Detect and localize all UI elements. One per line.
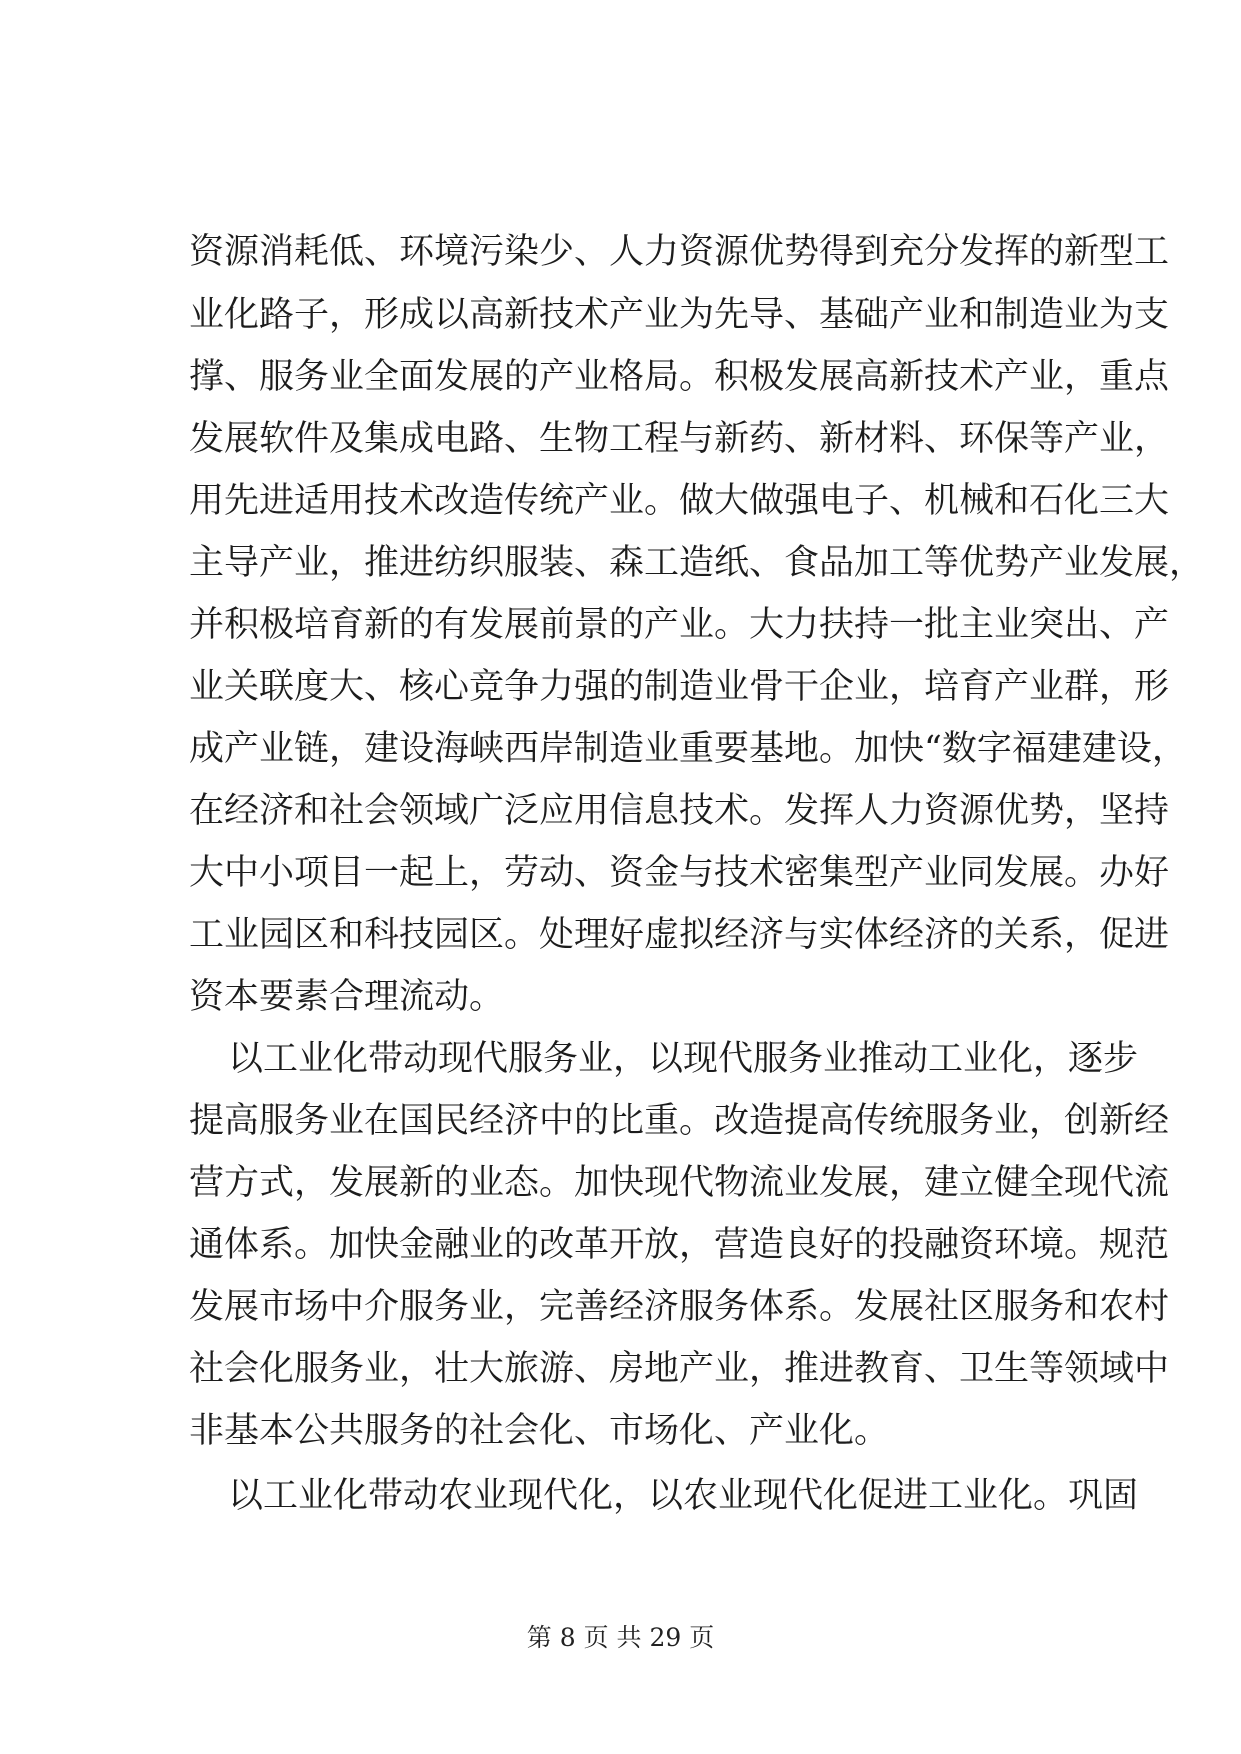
text-line: 工业园区和科技园区。处理好虚拟经济与实体经济的关系，促进 [189,915,1170,955]
text-line: 社会化服务业，壮大旅游、房地产业，推进教育、卫生等领域中 [189,1349,1170,1389]
text-line: 业化路子，形成以高新技术产业为先导、基础产业和制造业为支 [189,295,1170,335]
text-line: 发展市场中介服务业，完善经济服务体系。发展社区服务和农村 [189,1287,1170,1327]
text-line: 并积极培育新的有发展前景的产业。大力扶持一批主业突出、产 [189,605,1170,645]
text-line: 非基本公共服务的社会化、市场化、产业化。 [189,1411,890,1451]
text-line: 在经济和社会领域广泛应用信息技术。发挥人力资源优势，坚持 [189,791,1170,831]
page-number-footer: 第 8 页 共 29 页 [526,1623,715,1652]
text-line: 营方式，发展新的业态。加快现代物流业发展，建立健全现代流 [189,1163,1170,1203]
paragraph-first-line: 以工业化带动现代服务业，以现代服务业推动工业化，逐步 [228,1039,1139,1079]
text-line: 成产业链，建设海峡西岸制造业重要基地。加快“数字福建建设， [189,729,1187,769]
text-line: 资源消耗低、环境污染少、人力资源优势得到充分发挥的新型工 [189,232,1170,272]
text-line: 用先进适用技术改造传统产业。做大做强电子、机械和石化三大 [189,481,1170,521]
text-line: 主导产业，推进纺织服装、森工造纸、食品加工等优势产业发展， [189,543,1205,583]
text-line: 大中小项目一起上，劳动、资金与技术密集型产业同发展。办好 [189,853,1170,893]
text-line: 撑、服务业全面发展的产业格局。积极发展高新技术产业，重点 [189,357,1170,397]
paragraph-first-line: 以工业化带动农业现代化，以农业现代化促进工业化。巩固 [228,1476,1139,1516]
text-line: 业关联度大、核心竞争力强的制造业骨干企业，培育产业群，形 [189,667,1170,707]
text-line: 发展软件及集成电路、生物工程与新药、新材料、环保等产业， [189,419,1170,459]
text-line: 通体系。加快金融业的改革开放，营造良好的投融资环境。规范 [189,1225,1170,1265]
text-line: 提高服务业在国民经济中的比重。改造提高传统服务业，创新经 [189,1101,1170,1141]
text-line: 资本要素合理流动。 [189,977,505,1017]
